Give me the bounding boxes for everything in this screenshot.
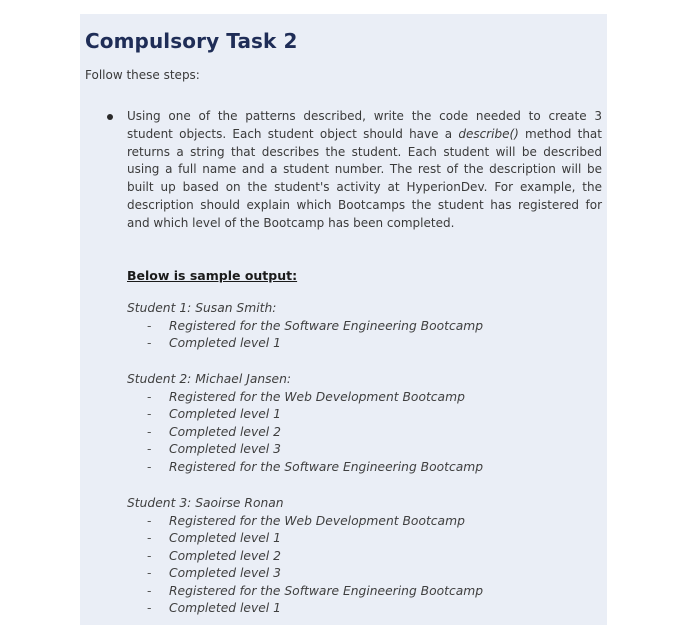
list-item <box>127 441 597 459</box>
student-name: Student 2: Michael Jansen: <box>127 372 292 386</box>
activity-text: Completed level 3 <box>169 442 281 457</box>
student-name: Student 3: Saoirse Ronan <box>127 496 284 510</box>
list-item <box>127 389 597 407</box>
instruction-part-2: method that returns a string that describes the student. Each student will be described using a full name and a student number. The rest of the description will be built up based on the student's activity at HyperionDev. For example, the description should explain which Bootcamps the student has registered for and which level of the Bootcamp has been completed. <box>127 126 602 230</box>
list-item <box>127 335 597 353</box>
list-item <box>127 565 597 583</box>
student-block-3 <box>127 495 597 618</box>
dash-icon: - <box>147 336 152 351</box>
list-item <box>127 513 597 531</box>
sample-output-heading: Below is sample output: <box>127 268 298 283</box>
student-activity-list <box>127 513 597 619</box>
dash-icon: - <box>147 601 152 616</box>
list-item <box>127 600 597 618</box>
activity-text: Completed level 1 <box>169 407 281 422</box>
describe-method-name: describe() <box>458 126 519 141</box>
list-item <box>127 318 597 336</box>
activity-text: Registered for the Web Development Bootcamp <box>169 513 465 528</box>
activity-text: Completed level 3 <box>169 566 281 581</box>
instruction-bullet <box>108 108 602 233</box>
activity-text: Completed level 1 <box>169 531 281 546</box>
list-item <box>127 459 597 477</box>
dash-icon: - <box>147 548 152 563</box>
list-item <box>127 548 597 566</box>
dash-icon: - <box>147 389 152 404</box>
activity-text: Registered for the Software Engineering Bootcamp <box>169 459 484 474</box>
list-item <box>127 424 597 442</box>
dash-icon: - <box>147 318 152 333</box>
task-panel <box>80 14 607 625</box>
student-name: Student 1: Susan Smith: <box>127 301 277 315</box>
activity-text: Registered for the Web Development Bootcamp <box>169 389 465 404</box>
activity-text: Completed level 1 <box>169 336 281 351</box>
activity-text: Registered for the Software Engineering Bootcamp <box>169 318 484 333</box>
intro-text: Follow these steps: <box>85 68 200 82</box>
instruction-part-1: Using one of the patterns described, write the code needed to create 3 student objects. Each student object should have a <box>127 109 602 141</box>
student-block-1 <box>127 300 597 353</box>
list-item <box>127 583 597 601</box>
dash-icon: - <box>147 566 152 581</box>
dash-icon: - <box>147 442 152 457</box>
dash-icon: - <box>147 459 152 474</box>
dash-icon: - <box>147 424 152 439</box>
student-activity-list <box>127 318 597 353</box>
bullet-dot-icon <box>107 114 113 120</box>
activity-text: Registered for the Software Engineering Bootcamp <box>169 583 484 598</box>
student-block-2 <box>127 371 597 476</box>
list-item <box>127 406 597 424</box>
activity-text: Completed level 1 <box>169 601 281 616</box>
activity-text: Completed level 2 <box>169 548 281 563</box>
list-item <box>127 530 597 548</box>
page-title: Compulsory Task 2 <box>85 29 298 53</box>
instruction-text <box>127 108 602 233</box>
dash-icon: - <box>147 407 152 422</box>
student-activity-list <box>127 389 597 477</box>
dash-icon: - <box>147 531 152 546</box>
dash-icon: - <box>147 583 152 598</box>
activity-text: Completed level 2 <box>169 424 281 439</box>
dash-icon: - <box>147 513 152 528</box>
